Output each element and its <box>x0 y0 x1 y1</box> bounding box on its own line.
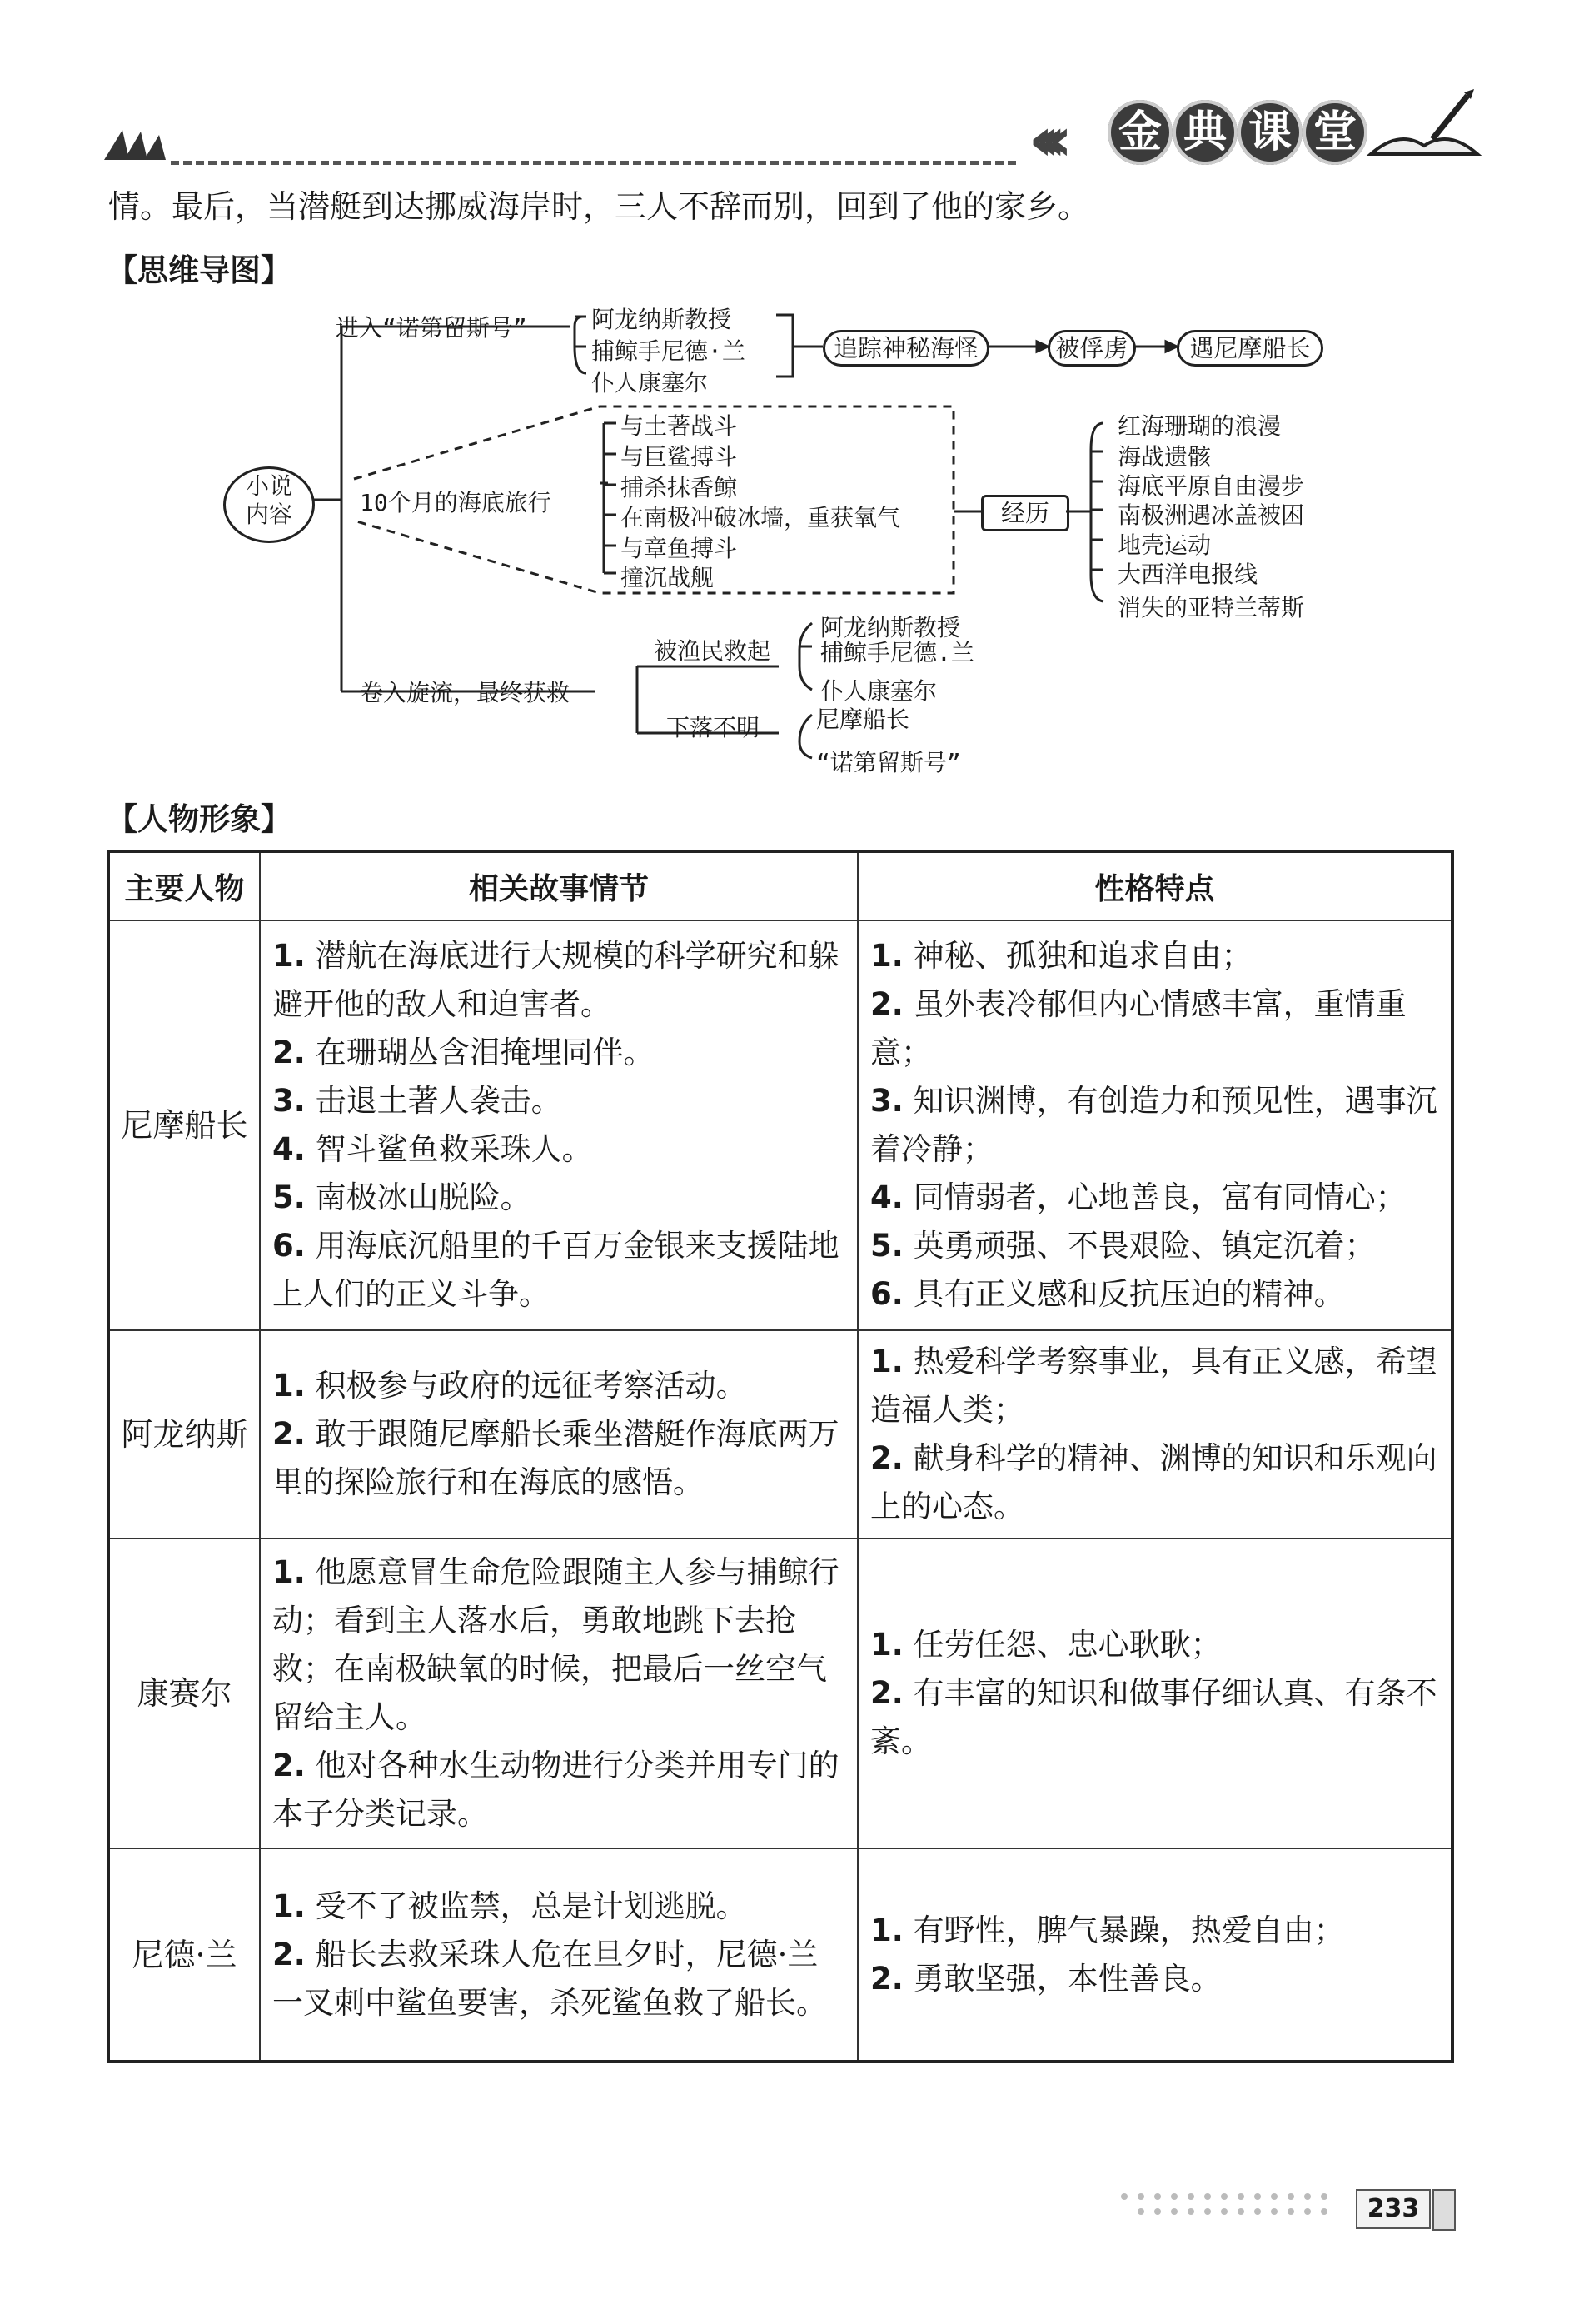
branch3-label: 卷入旋流，最终获救 <box>360 679 570 706</box>
missing-item: 尼摩船长 <box>816 706 910 733</box>
experience-item: 消失的亚特兰蒂斯 <box>1118 594 1305 621</box>
voyage-event: 与章鱼搏斗 <box>620 535 738 562</box>
branch1-person: 仆人康塞尔 <box>591 369 709 396</box>
plot-item: 1. 他愿意冒生命危险跟随主人参与捕鲸行动；看到主人落水后，勇敢地跳下去抢救；在南极缺氧的时候，把最后一丝空气留给主人。 <box>272 1554 839 1735</box>
mindmap-root <box>223 466 315 543</box>
table-row <box>108 920 1452 1330</box>
table-header-row <box>108 851 1452 920</box>
trait-item: 1. 任劳任怨、忠心耿耿； <box>870 1627 1222 1663</box>
character-name: 阿龙纳斯 <box>108 1330 260 1539</box>
trait-item: 2. 虽外表冷郁但内心情感丰富，重情重意； <box>870 986 1407 1070</box>
plot-item: 1. 积极参与政府的远征考察活动。 <box>272 1368 747 1404</box>
experience-box: 经历 <box>981 495 1069 531</box>
plot-item: 2. 船长去救采珠人危在旦夕时，尼德·兰一叉刺中鲨鱼要害，杀死鲨鱼救了船长。 <box>272 1936 827 2021</box>
column-header: 性格特点 <box>858 851 1452 920</box>
trait-item: 2. 勇敢坚强，本性善良。 <box>870 1960 1222 1997</box>
plot-item: 2. 敢于跟随尼摩船长乘坐潜艇作海底两万里的探险旅行和在海底的感悟。 <box>272 1416 839 1500</box>
plot-item: 5. 南极冰山脱险。 <box>272 1179 531 1215</box>
experience-item: 红海珊瑚的浪漫 <box>1118 412 1282 440</box>
table-row <box>108 1539 1452 1848</box>
trait-item: 2. 献身科学的精神、渊博的知识和乐观向上的心态。 <box>870 1440 1437 1524</box>
experience-item: 海底平原自由漫步 <box>1118 472 1305 500</box>
branch1-person: 捕鲸手尼德·兰 <box>591 337 745 365</box>
trait-item: 1. 神秘、孤独和追求自由； <box>870 938 1253 974</box>
missing-label: 下落不明 <box>666 714 760 741</box>
trait-item: 4. 同情弱者，心地善良，富有同情心； <box>870 1179 1407 1215</box>
root-line: 内容 <box>245 501 292 528</box>
flow-step: 遇尼摩船长 <box>1177 330 1323 367</box>
trait-cell <box>858 1330 1452 1539</box>
voyage-event: 在南极冲破冰墙，重获氧气 <box>620 504 901 531</box>
trait-item: 3. 知识渊博，有创造力和预见性，遇事沉着冷静； <box>870 1083 1437 1167</box>
plot-item: 2. 在珊瑚丛含泪掩埋同伴。 <box>272 1035 655 1070</box>
footer-dots-decoration <box>1116 2187 1341 2228</box>
brand-char: 典 <box>1173 100 1238 165</box>
experience-item: 南极洲遇冰盖被困 <box>1118 501 1305 529</box>
character-name: 尼德·兰 <box>108 1848 260 2062</box>
character-name: 康赛尔 <box>108 1539 260 1848</box>
brand-char: 金 <box>1108 100 1173 165</box>
plot-item: 2. 他对各种水生动物进行分类并用专门的本子分类记录。 <box>272 1748 839 1832</box>
experience-item: 大西洋电报线 <box>1118 561 1258 588</box>
rescued-person: 捕鲸手尼德.兰 <box>820 639 974 666</box>
characters-table <box>107 850 1454 2063</box>
trait-cell <box>858 1848 1452 2062</box>
flow-step: 追踪神秘海怪 <box>823 330 989 367</box>
plot-item: 1. 潜航在海底进行大规模的科学研究和躲避开他的敌人和迫害者。 <box>272 938 839 1022</box>
branch1-label: 进入“诺第留斯号” <box>336 314 527 342</box>
missing-item: “诺第留斯号” <box>816 749 961 776</box>
plot-item: 6. 用海底沉船里的千百万金银来支援陆地上人们的正义斗争。 <box>272 1228 839 1312</box>
voyage-event: 撞沉战舰 <box>620 564 715 591</box>
plot-cell <box>260 920 858 1330</box>
plot-item: 1. 受不了被监禁，总是计划逃脱。 <box>272 1888 747 1924</box>
trait-item: 6. 具有正义感和反抗压迫的精神。 <box>870 1276 1345 1312</box>
flow-step: 被俘虏 <box>1048 330 1136 367</box>
branch2-label: 10个月的海底旅行 <box>360 489 551 516</box>
trait-item: 1. 有野性，脾气暴躁，热爱自由； <box>870 1912 1345 1948</box>
plot-cell <box>260 1539 858 1848</box>
plot-item: 4. 智斗鲨鱼救采珠人。 <box>272 1131 593 1167</box>
table-row <box>108 1330 1452 1539</box>
rescued-person: 仆人康塞尔 <box>820 677 938 705</box>
character-name: 尼摩船长 <box>108 920 260 1330</box>
branch1-person: 阿龙纳斯教授 <box>591 306 732 333</box>
trait-item: 5. 英勇顽强、不畏艰险、镇定沉着； <box>870 1228 1376 1264</box>
rescued-person: 阿龙纳斯教授 <box>820 614 961 641</box>
column-header: 主要人物 <box>108 851 260 920</box>
intro-paragraph: 情。最后，当潜艇到达挪威海岸时，三人不辞而别，回到了他的家乡。 <box>108 188 1090 225</box>
brand-char: 堂 <box>1303 100 1367 165</box>
header-chevrons-icon: ‹‹‹‹ <box>1029 104 1054 174</box>
experience-item: 地壳运动 <box>1118 531 1212 559</box>
experience-item: 海战遗骸 <box>1118 443 1212 471</box>
plot-cell <box>260 1330 858 1539</box>
page-number: 233 <box>1356 2189 1431 2229</box>
trait-cell <box>858 920 1452 1330</box>
root-line: 小说 <box>245 472 292 500</box>
table-row <box>108 1848 1452 2062</box>
trait-item: 2. 有丰富的知识和做事仔细认真、有条不紊。 <box>870 1675 1437 1759</box>
mindmap-lines <box>0 0 1584 791</box>
brand-char: 课 <box>1238 100 1303 165</box>
plot-cell <box>260 1848 858 2062</box>
trait-item: 1. 热爱科学考察事业，具有正义感，希望造福人类； <box>870 1344 1437 1428</box>
characters-section-title: 【人物形象】 <box>107 801 291 837</box>
voyage-event: 与巨鲨搏斗 <box>620 443 738 471</box>
rescued-label: 被渔民救起 <box>654 637 771 665</box>
voyage-event: 捕杀抹香鲸 <box>620 474 738 501</box>
page-tab-decoration <box>1432 2189 1456 2231</box>
mindmap-section-title: 【思维导图】 <box>107 252 291 288</box>
trait-cell <box>858 1539 1452 1848</box>
plot-item: 3. 击退土著人袭击。 <box>272 1083 562 1119</box>
column-header: 相关故事情节 <box>260 851 858 920</box>
voyage-event: 与土著战斗 <box>620 412 738 440</box>
